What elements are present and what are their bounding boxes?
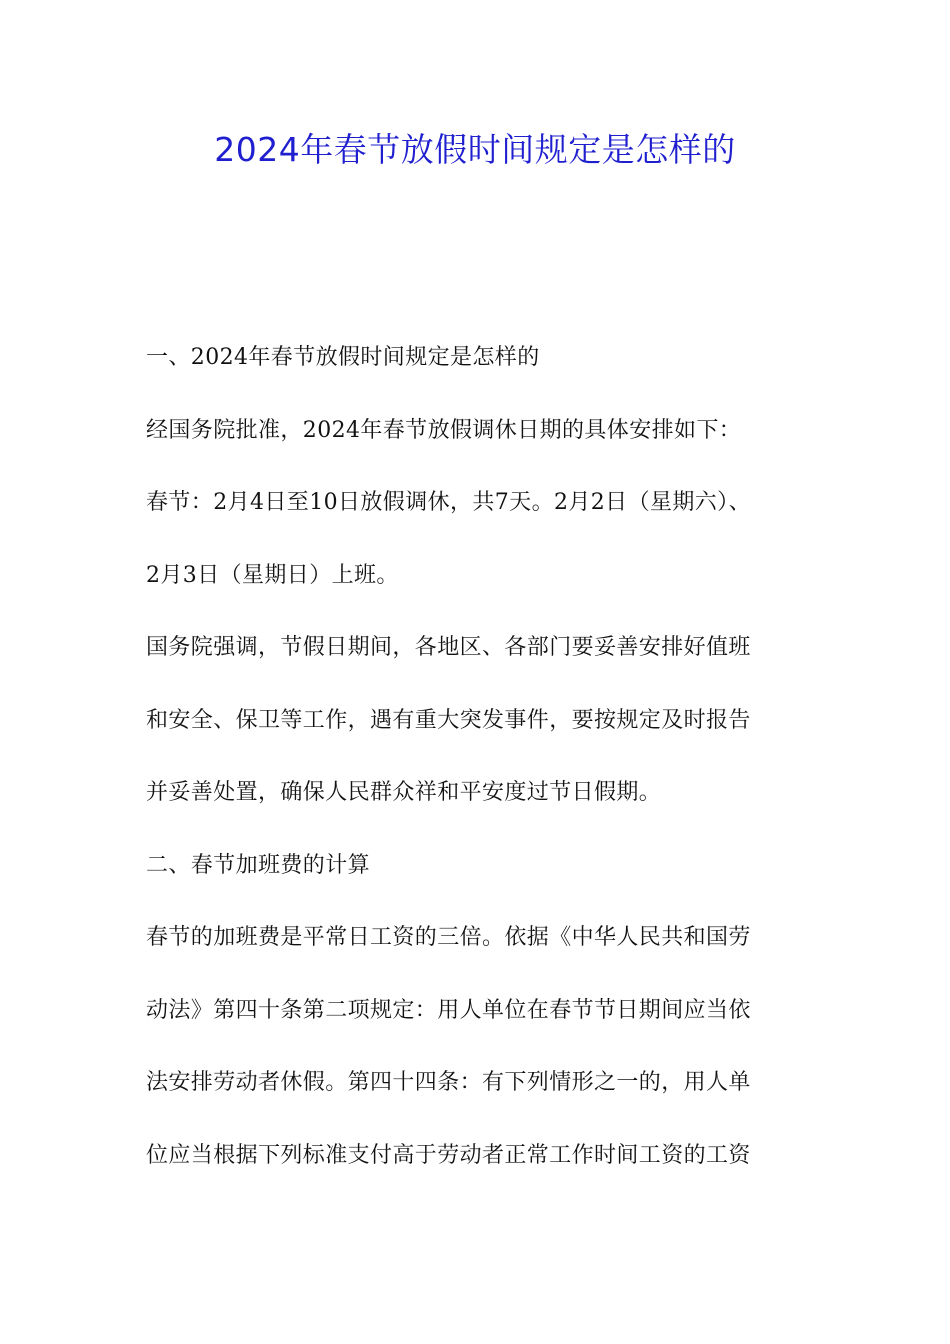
paragraph-line: 法安排劳动者休假。第四十四条：有下列情形之一的，用人单 — [146, 1070, 751, 1095]
paragraph-line: 春节：2月4日至10日放假调休，共7天。2月2日（星期六）、 — [146, 490, 751, 515]
paragraph-line: 动法》第四十条第二项规定：用人单位在春节节日期间应当依 — [146, 997, 751, 1023]
section-heading-1: 一、2024年春节放假时间规定是怎样的 — [146, 345, 540, 370]
paragraph-line: 并妥善处置，确保人民群众祥和平安度过节日假期。 — [146, 780, 662, 805]
paragraph-line: 位应当根据下列标准支付高于劳动者正常工作时间工资的工资 — [146, 1142, 751, 1168]
paragraph-line: 和安全、保卫等工作，遇有重大突发事件，要按规定及时报告 — [146, 707, 751, 733]
paragraph-line: 经国务院批准，2024年春节放假调休日期的具体安排如下： — [146, 417, 742, 443]
section-heading-2: 二、春节加班费的计算 — [146, 852, 371, 878]
document-title: 2024年春节放假时间规定是怎样的 — [214, 130, 736, 169]
document-body — [146, 340, 846, 1210]
paragraph-line: 国务院强调，节假日期间，各地区、各部门要妥善安排好值班 — [146, 635, 751, 660]
paragraph-line: 2月3日（星期日）上班。 — [146, 562, 399, 588]
paragraph-line: 春节的加班费是平常日工资的三倍。依据《中华人民共和国劳 — [146, 925, 751, 950]
